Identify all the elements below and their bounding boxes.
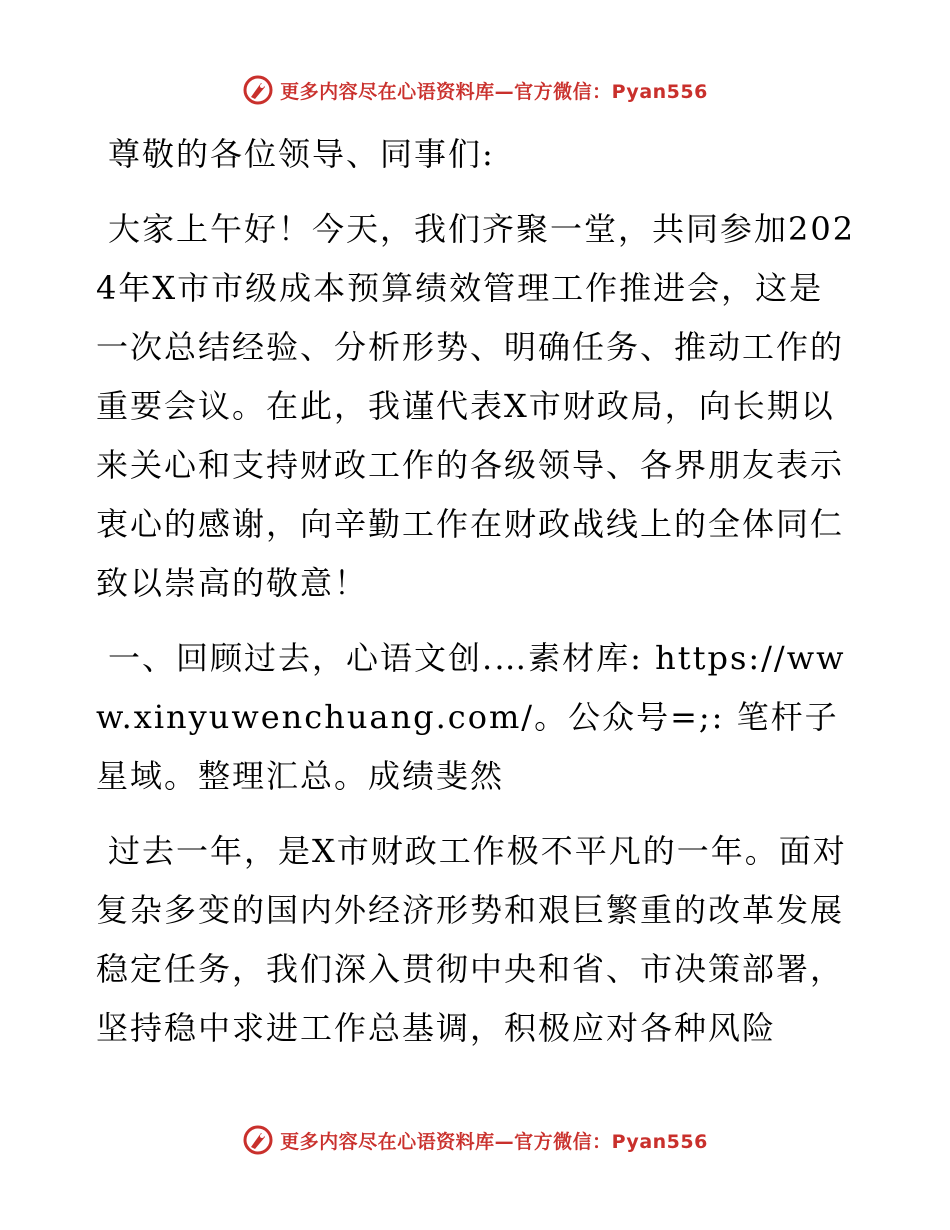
pen-nib-circle-icon [242,1124,274,1156]
watermark-text: 更多内容尽在心语资料库—官方微信：Pyan556 [280,1130,708,1153]
document-body [96,125,856,1058]
paragraph-opening: 大家上午好！今天，我们齐聚一堂，共同参加2024年X市市级成本预算绩效管理工作推进会，这是一次总结经验、分析形势、明确任务、推动工作的重要会议。在此，我谨代表X市财政局，向长期以来关心和支持财政工作的各级领导、各界朋友表示衷心的感谢，向辛勤工作在财政战线上的全体同仁致以崇高的敬意！ [96,210,856,602]
salutation: 尊敬的各位领导、同事们: [108,135,495,173]
paragraph-past-year: 过去一年，是X市财政工作极不平凡的一年。面对复杂多变的国内外经济形势和艰巨繁重的改革发展稳定任务，我们深入贯彻中央和省、市决策部署，坚持稳中求进工作总基调，积极应对各种风险 [96,832,847,1047]
pen-nib-circle-icon [242,74,274,106]
header-watermark [0,70,950,110]
footer-watermark [0,1120,950,1160]
watermark-text: 更多内容尽在心语资料库—官方微信：Pyan556 [280,80,708,103]
section-heading-review: 一、回顾过去，心语文创.…素材库: https://www.xinyuwenchuang.com/。公众号=;: 笔杆子星域。整理汇总。成绩斐然 [96,639,846,795]
